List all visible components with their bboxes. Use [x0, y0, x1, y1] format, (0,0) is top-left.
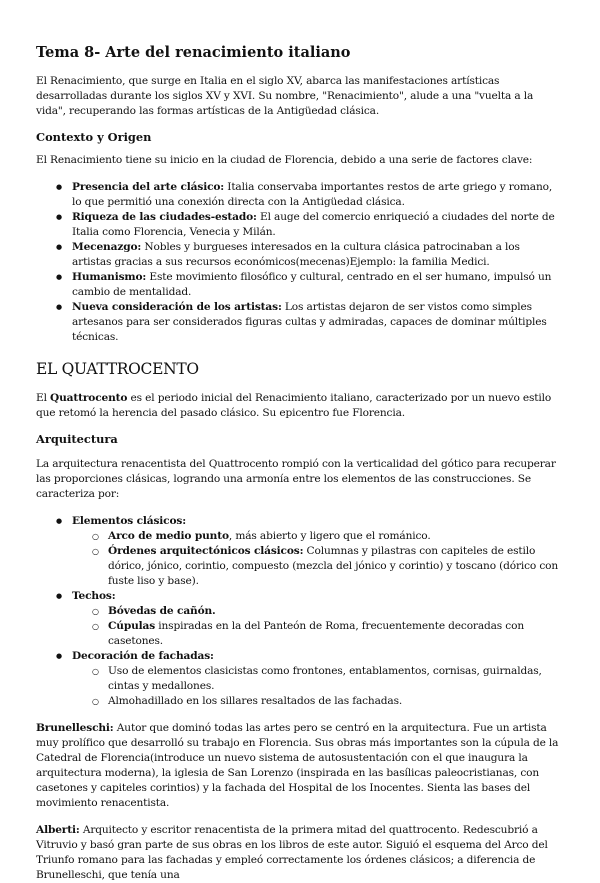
quattrocento-paragraph	[36, 391, 562, 421]
alberti-paragraph	[36, 823, 562, 883]
item-text: inspiradas en la del Panteón de Roma, frecuentemente decoradas con casetones.	[108, 620, 524, 647]
list-item	[36, 589, 562, 649]
list-item	[36, 240, 562, 270]
brunelleschi-name: Brunelleschi:	[36, 722, 114, 734]
item-text: Columnas y pilastras con capiteles de estilo dórico, jónico, corintio, compuesto (mezcla del jónico y corintio) y toscano (dórico con fuste liso y base).	[108, 545, 559, 587]
item-term: Órdenes arquitectónicos clásicos:	[108, 545, 304, 557]
quattrocento-term: Quattrocento	[50, 392, 128, 404]
intro-paragraph: El Renacimiento, que surge en Italia en el siglo XV, abarca las manifestaciones artísticas desarrolladas durante los siglos XV y XVI. Su nombre, "Renacimiento", alude a una "vuelta a la vida", recuperando las formas artísticas de la Antigüedad clásica.	[36, 75, 534, 117]
factor-term: Riqueza de las ciudades-estado:	[72, 211, 257, 223]
factor-text: Los artistas dejaron de ser vistos como simples artesanos para ser considerados figuras cultas y admiradas, capaces de dominar múltiples técnicas.	[72, 301, 547, 343]
factor-term: Nueva consideración de los artistas:	[72, 301, 282, 313]
sub-list-item	[72, 664, 562, 694]
sub-list-item	[72, 604, 562, 619]
item-term: Cúpulas	[108, 620, 156, 632]
category-label: Elementos clásicos:	[72, 515, 186, 527]
factor-text: Nobles y burgueses interesados en la cultura clásica patrocinaban a los artistas gracias a sus recursos económicos(mecenas)Ejemplo: la familia Medici.	[72, 241, 520, 268]
brunelleschi-text: Autor que dominó todas las artes pero se centró en la arquitectura. Fue un artista muy prolífico que desarrolló su trabajo en Florencia. Sus obras más importantes son la cúpula de la Catedral de Florencia(introduce un nuevo sistema de autosustentación con el que inaugura la arquitectura moderna), la iglesia de San Lorenzo (inspirada en las basílicas paleocristianas, con casetones y capiteles corintios) y la fachada del Hospital de los Inocentes. Sienta las bases del movimiento renacentista.	[36, 722, 559, 809]
sublist	[72, 529, 562, 589]
item-term: Bóvedas de cañón.	[108, 605, 216, 617]
factor-term: Humanismo:	[72, 271, 147, 283]
sublist	[72, 604, 562, 649]
list-item	[36, 514, 562, 589]
list-item	[36, 210, 562, 240]
factor-text: El auge del comercio enriqueció a ciudades del norte de Italia como Florencia, Venecia y Milán.	[72, 211, 555, 238]
sub-list-item	[72, 694, 562, 709]
arquitectura-heading: Arquitectura	[36, 432, 118, 446]
list-item	[36, 180, 562, 210]
alberti-name: Alberti:	[36, 824, 80, 836]
item-text: , más abierto y ligero que el románico.	[228, 530, 431, 542]
item-text: Uso de elementos clasicistas como frontones, entablamentos, cornisas, guirnaldas, cintas y medallones.	[108, 665, 542, 692]
arquitectura-lead: La arquitectura renacentista del Quattrocento rompió con la verticalidad del gótico para recuperar las proporciones clásicas, logrando una armonía entre los elementos de las construcciones. Se caracteriza por:	[36, 458, 556, 500]
document-title: Tema 8- Arte del renacimiento italiano	[36, 44, 351, 61]
factor-text: Italia conservaba importantes restos de arte griego y romano, lo que permitió una conexión directa con la Antigüedad clásica.	[72, 181, 553, 208]
list-item	[36, 300, 562, 345]
list-item	[36, 649, 562, 709]
factors-list	[36, 180, 562, 345]
sublist	[72, 664, 562, 709]
item-text: Almohadillado en los sillares resaltados de las fachadas.	[108, 695, 403, 707]
category-label: Techos:	[72, 590, 116, 602]
text-span: es el periodo inicial del Renacimiento italiano, caracterizado por un nuevo estilo que retomó la herencia del pasado clásico. Su epicentro fue Florencia.	[36, 392, 552, 419]
factor-term: Presencia del arte clásico:	[72, 181, 225, 193]
brunelleschi-paragraph	[36, 721, 562, 811]
quattrocento-heading: EL QUATTROCENTO	[36, 360, 199, 378]
category-label: Decoración de fachadas:	[72, 650, 214, 662]
list-item	[36, 270, 562, 300]
item-term: Arco de medio punto	[108, 530, 229, 542]
factor-term: Mecenazgo:	[72, 241, 142, 253]
sub-list-item	[72, 619, 562, 649]
sub-list-item	[72, 529, 562, 544]
contexto-lead: El Renacimiento tiene su inicio en la ciudad de Florencia, debido a una serie de factores clave:	[36, 154, 533, 166]
text-span: El	[36, 392, 51, 404]
sub-list-item	[72, 544, 562, 589]
factor-text: Este movimiento filosófico y cultural, centrado en el ser humano, impulsó un cambio de mentalidad.	[72, 271, 552, 298]
contexto-heading: Contexto y Origen	[36, 130, 152, 144]
arquitectura-list	[36, 514, 562, 709]
alberti-text: Arquitecto y escritor renacentista de la primera mitad del quattrocento. Redescubrió a Vitruvio y basó gran parte de sus obras en los libros de este autor. Siguió el esquema del Arco del Triunfo romano para las fachadas y empleó correctamente los órdenes clásicos; a diferencia de Brunelleschi, que tenía una	[36, 824, 548, 881]
